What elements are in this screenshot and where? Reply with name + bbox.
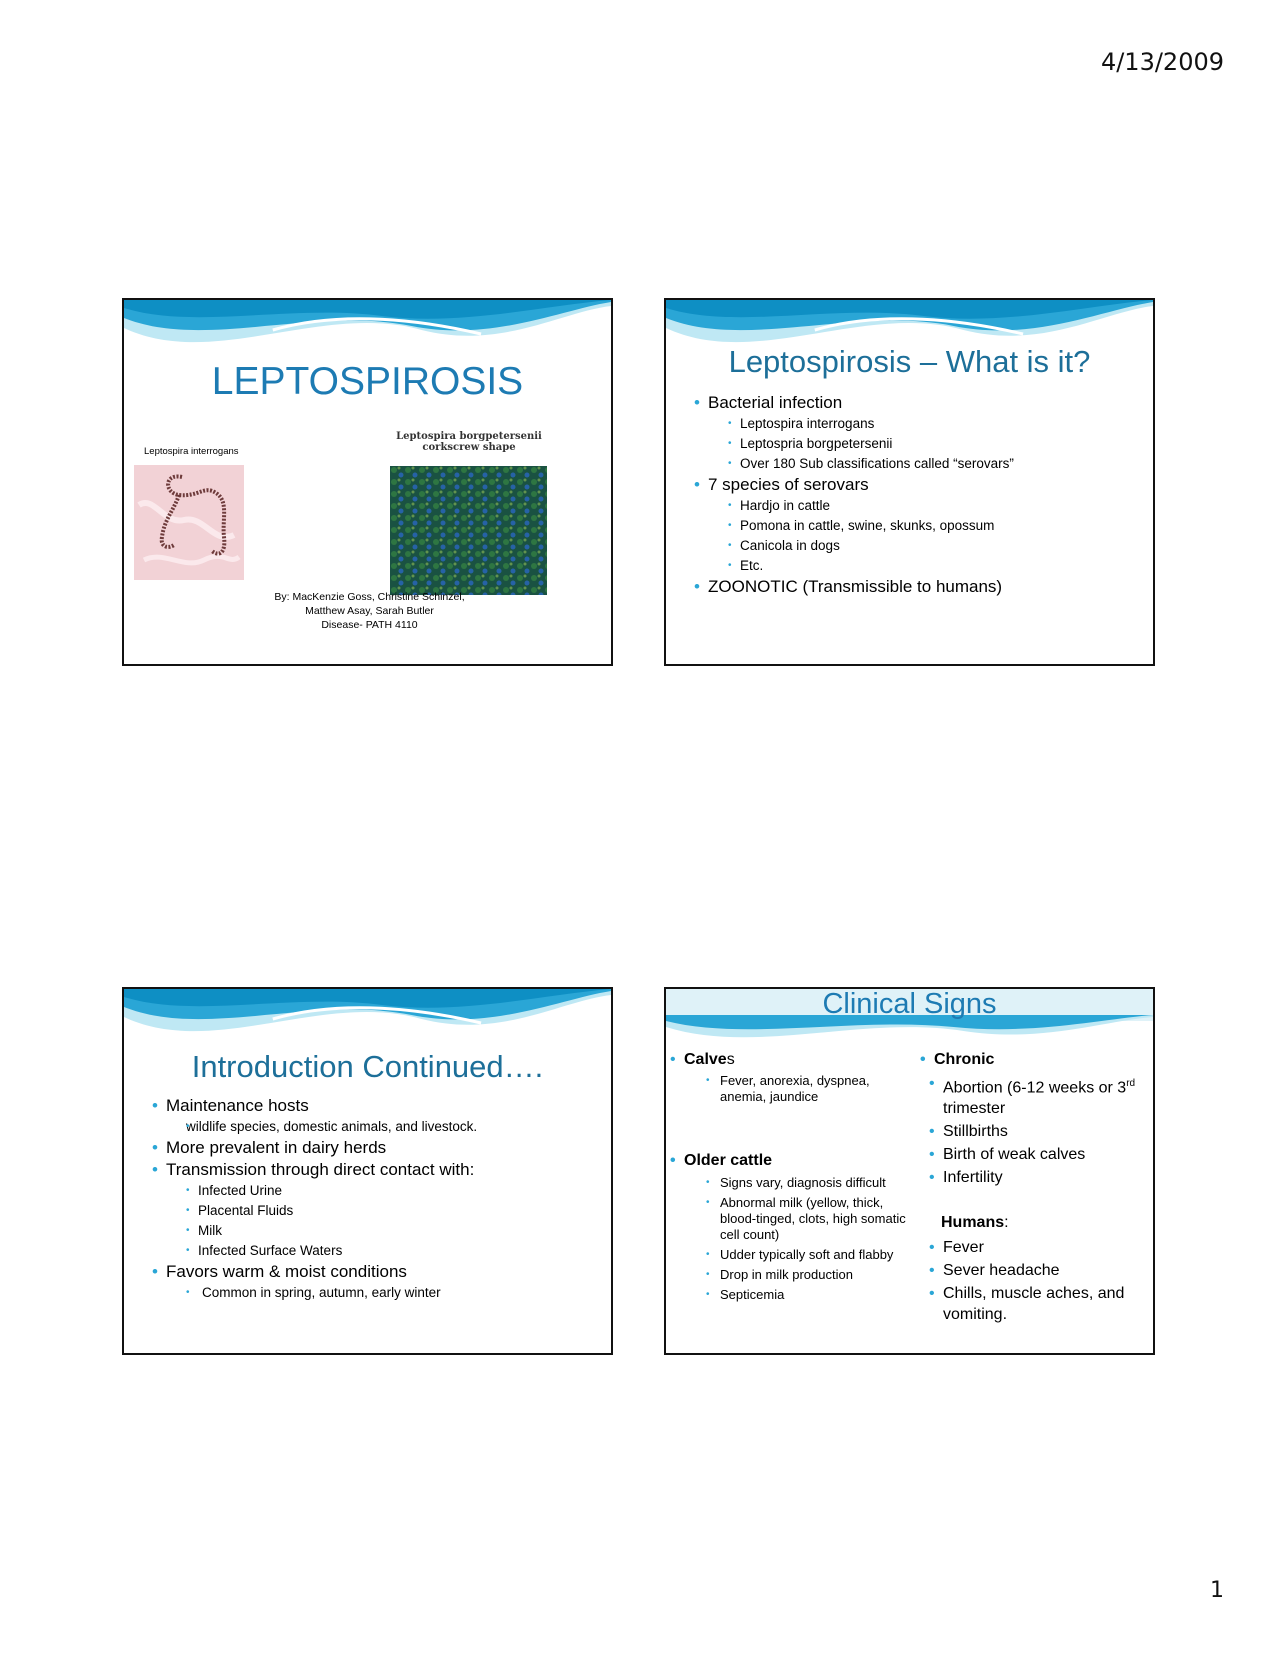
bullet-zoonotic: • ZOONOTIC (Transmissible to humans) (694, 576, 1144, 598)
bullet-human-sign: • Chills, muscle aches, and vomiting. (929, 1283, 1149, 1325)
sub-bullet: • Fever, anorexia, dyspnea, anemia, jaundice (706, 1073, 886, 1105)
bullet-abortion (929, 1073, 1149, 1119)
page-number: 1 (1210, 1578, 1224, 1603)
slide-4-title: Clinical Signs (822, 988, 997, 1020)
bullet-species-serovars: • 7 species of serovars (694, 474, 1144, 496)
humans-label: Humans (941, 1214, 1005, 1231)
calves-label-bold: Calve (684, 1051, 727, 1068)
slide-introduction-continued (122, 987, 613, 1355)
bullet-bacterial-infection: • Bacterial infection (694, 392, 1144, 414)
bullet-dairy-herds: • More prevalent in dairy herds (152, 1137, 602, 1159)
sub-bullet: • Leptospria borgpetersenii (694, 434, 1144, 454)
slide-3-title: Introduction Continued…. (191, 1049, 544, 1084)
leptospira-interrogans-image (134, 465, 244, 580)
byline-line-3: Disease- PATH 4110 (321, 619, 418, 631)
sub-bullet: • wildlife species, domestic animals, and livestock. (152, 1117, 602, 1137)
sub-bullet: • Leptospira interrogans (694, 414, 1144, 434)
caption-right-line-1: Leptospira borgpetersenii (396, 431, 542, 442)
sub-bullet: • Hardjo in cattle (694, 496, 1144, 516)
sub-bullet: • Pomona in cattle, swine, skunks, opossum (694, 516, 1144, 536)
sub-bullet: • Septicemia (706, 1287, 906, 1303)
bullet-chronic-item: • Stillbirths (929, 1121, 1149, 1142)
slide-title (122, 298, 613, 666)
abortion-superscript: rd (1126, 1078, 1136, 1089)
calves-label-rest: s (726, 1051, 735, 1068)
bullet-chronic-item: • Birth of weak calves (929, 1144, 1149, 1165)
sub-bullet: • Common in spring, autumn, early winter (152, 1283, 602, 1303)
bullet-human-sign: • Sever headache (929, 1260, 1149, 1281)
byline-line-2: Matthew Asay, Sarah Butler (305, 605, 434, 617)
caption-left: Leptospira interrogans (144, 446, 239, 457)
bullet-human-sign: • Fever (929, 1237, 1149, 1258)
sub-bullet: • Etc. (694, 556, 1144, 576)
bullet-calves (670, 1049, 900, 1070)
sub-bullet: • Drop in milk production (706, 1267, 906, 1283)
bullet-chronic-item: • Infertility (929, 1167, 1149, 1188)
wave-header-graphic (124, 989, 611, 1049)
bullet-warm-moist: • Favors warm & moist conditions (152, 1261, 602, 1283)
slide-1-title: LEPTOSPIROSIS (211, 360, 524, 403)
caption-right-line-2: corkscrew shape (422, 442, 516, 453)
slide-clinical-signs (664, 987, 1155, 1355)
sub-bullet: • Placental Fluids (152, 1201, 602, 1221)
sub-bullet: • Signs vary, diagnosis difficult (706, 1175, 906, 1191)
slide-what-is-it (664, 298, 1155, 666)
sub-bullet: • Infected Urine (152, 1181, 602, 1201)
humans-colon: : (1004, 1214, 1009, 1231)
sub-bullet: • Udder typically soft and flabby (706, 1247, 906, 1263)
byline-line-1: By: MacKenzie Goss, Christine Schinzel, (274, 591, 465, 603)
bullet-maintenance-hosts: • Maintenance hosts (152, 1095, 602, 1117)
abortion-text-end: trimester (943, 1100, 1006, 1118)
sub-bullet: • Canicola in dogs (694, 536, 1144, 556)
wave-header-graphic (124, 300, 611, 360)
sub-bullet: • Abnormal milk (yellow, thick, blood-tinged, clots, high somatic cell count) (706, 1195, 906, 1243)
page-date: 4/13/2009 (1100, 48, 1224, 76)
bullet-chronic: • Chronic (920, 1049, 1145, 1070)
sub-bullet: • Over 180 Sub classifications called “serovars” (694, 454, 1144, 474)
humans-heading (941, 1214, 1009, 1232)
sub-bullet: • Milk (152, 1221, 602, 1241)
bullet-transmission: • Transmission through direct contact with: (152, 1159, 602, 1181)
bullet-older-cattle: • Older cattle (670, 1150, 900, 1171)
slide-2-title: Leptospirosis – What is it? (728, 344, 1091, 379)
sub-bullet: • Infected Surface Waters (152, 1241, 602, 1261)
leptospira-borgpetersenii-image (390, 466, 547, 595)
abortion-text: Abortion (6-12 weeks or 3 (943, 1079, 1127, 1097)
